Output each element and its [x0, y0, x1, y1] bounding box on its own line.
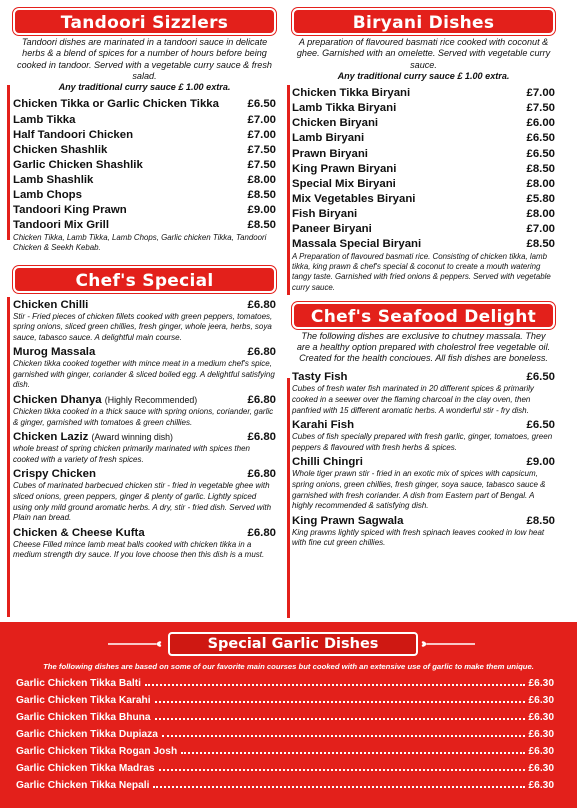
- list-item: Chicken Shashlik £7.50: [13, 143, 276, 156]
- list-item: Special Mix Biryani £8.00: [292, 177, 555, 190]
- tandoori-intro-text: Tandoori dishes are marinated in a tandoori sauce in delicate herbs & a blend of spices for a number of hours before being cooked in tandoor. Served with a vegetable curry sauce & fresh salad.: [17, 37, 272, 81]
- garlic-item: Garlic Chicken Tikka Madras £6.30: [16, 763, 554, 774]
- list-item: Lamb Biryani £6.50: [292, 132, 555, 145]
- list-item: King Prawn Biryani £8.50: [292, 162, 555, 175]
- list-item: Karahi Fish £6.50 Cubes of fish specially prepared with fresh garlic, ginger, tomatoes, green peppers & flavoured with fresh herbs & spices.: [292, 419, 555, 452]
- garlic-item: Garlic Chicken Tikka Karahi £6.30: [16, 695, 554, 706]
- tandoori-title: Tandoori Sizzlers: [13, 8, 276, 35]
- list-item: Half Tandoori Chicken £7.00: [13, 128, 276, 141]
- garlic-section: [0, 622, 577, 808]
- list-item: Mix Vegetables Biryani £5.80: [292, 192, 555, 205]
- seafood-intro: The following dishes are exclusive to chutney massala. They are a healthy option prepared with cholestrol free vegetable oil. Created for the health concioues. All fish dishes are boneless.: [296, 330, 551, 364]
- tandoori-extra: Any traditional curry sauce £ 1.00 extra.: [58, 82, 231, 93]
- garlic-intro: The following dishes are based on some of our favorite main courses but cooked with an extensive use of garlic to make them unique.: [43, 662, 534, 671]
- list-item: Chilli Chingri £9.00 Whole tiger prawn stir - fried in an exotic mix of spices with capsicum, spring onions, green chillies, fresh ginger, soya sauce, tabasco sauce & garnished with fresh coriander. A dish from Eastern part of Bengal. A highly recommended & satisfying dish.: [292, 456, 555, 511]
- list-item: Murog Massala £6.80 Chicken tikka cooked together with mince meat in a medium chef's spice, garnished with ginger, coriander & sliced boiled egg. A delightful satisfying dish.: [13, 346, 276, 390]
- left-column: [13, 8, 276, 563]
- list-item: Tandoori King Prawn £9.00: [13, 204, 276, 217]
- biryani-extra: Any traditional curry sauce £ 1.00 extra.: [337, 70, 510, 81]
- list-item: Lamb Chops £8.50: [13, 189, 276, 202]
- left-accent-line: [7, 85, 10, 240]
- list-item: Prawn Biryani £6.50: [292, 147, 555, 160]
- list-item: Chicken Laziz (Award winning dish) £6.80 whole breast of spring chicken primarily marinated with spices then cooked with a variety of fresh spices.: [13, 431, 276, 464]
- tandoori-intro: [13, 37, 276, 93]
- biryani-special-note: A Preparation of flavoured basmati rice. Consisting of chicken tikka, lamb tikka, king prawn & chef's special & coconut to create a mouth watering tangy taste. Garnished with fried onions & peppers. Served with vegetable curry sauce.: [292, 252, 551, 292]
- list-item: Paneer Biryani £7.00: [292, 223, 555, 236]
- garlic-item: Garlic Chicken Tikka Dupiaza £6.30: [16, 729, 554, 740]
- garlic-title: Special Garlic Dishes: [168, 632, 418, 656]
- garlic-item: Garlic Chicken Tikka Balti £6.30: [16, 678, 554, 689]
- chefs-special-title: Chef's Special: [13, 266, 276, 293]
- list-item: Chicken Tikka or Garlic Chicken Tikka £6.50: [13, 98, 276, 111]
- biryani-intro: [292, 37, 555, 82]
- list-item: Lamb Tikka Biryani £7.50: [292, 102, 555, 115]
- list-item: Chicken Dhanya (Highly Recommended) £6.80 Chicken tikka cooked in a thick sauce with spring onions, coriander, garlic & ginger, garnished with tomatoes & green chillies.: [13, 394, 276, 427]
- right-accent-line-lower: [287, 378, 290, 618]
- tandoori-mix-note: Chicken Tikka, Lamb Tikka, Lamb Chops, Garlic chicken Tikka, Tandoori Chicken & Seekh Kebab.: [13, 233, 267, 253]
- list-item: Crispy Chicken £6.80 Cubes of marinated barbecued chicken stir - fried in vegetable ghee with sliced onions, green peppers, ginger & plenty of garlic. Lightly spiced using only mild ground aromatic herbs. A dry, stir - fried dish. Served with Plain nan bread.: [13, 468, 276, 523]
- right-column: [292, 8, 555, 551]
- list-item: Chicken Tikka Biryani £7.00: [292, 87, 555, 100]
- list-item: Chicken & Cheese Kufta £6.80 Cheese Filled mince lamb meat balls cooked with chicken tikka in a medium strength dry sauce. If you love choose then this dish is a must.: [13, 526, 276, 560]
- list-item: Massala Special Biryani £8.50: [292, 238, 555, 251]
- list-item: Chicken Biryani £6.00: [292, 117, 555, 130]
- list-item: Garlic Chicken Shashlik £7.50: [13, 158, 276, 171]
- chefs-special-list: [13, 298, 276, 562]
- garlic-item: Garlic Chicken Tikka Rogan Josh £6.30: [16, 746, 554, 757]
- left-accent-line-lower: [7, 297, 10, 617]
- garlic-item: Garlic Chicken Tikka Nepali £6.30: [16, 780, 554, 791]
- biryani-title: Biryani Dishes: [292, 8, 555, 35]
- left-ornament-icon: [108, 638, 163, 650]
- list-item: Lamb Tikka £7.00: [13, 113, 276, 126]
- list-item: Tasty Fish £6.50 Cubes of fresh water fish marinated in 20 different spices & primarily cooked in a seewer over the flaming charcoal in the clay oven, then panfried with 15 different aromatic herbs. A wonderful stir - fry dish.: [292, 371, 555, 415]
- seafood-list: [292, 370, 555, 549]
- seafood-title: Chef's Seafood Delight: [292, 302, 555, 329]
- list-item: Lamb Shashlik £8.00: [13, 173, 276, 186]
- garlic-item: Garlic Chicken Tikka Bhuna £6.30: [16, 712, 554, 723]
- list-item: King Prawn Sagwala £8.50 King prawns lightly spiced with fresh spinach leaves cooked in low heat with fine cut green chillies.: [292, 514, 555, 548]
- list-item: Chicken Chilli £6.80 Stir - Fried pieces of chicken fillets cooked with green peppers, tomatoes, spring onions, sliced green chillies, fresh ginger, whole jeera, herbs, soya sauce, tabasco sauce. A delightful main course.: [13, 298, 276, 342]
- list-item: Tandoori Mix Grill £8.50: [13, 219, 276, 232]
- right-ornament-icon: [420, 638, 475, 650]
- list-item: Fish Biryani £8.00: [292, 207, 555, 220]
- right-accent-line: [287, 85, 290, 295]
- biryani-list: [292, 86, 555, 252]
- tandoori-list: [13, 97, 276, 233]
- biryani-intro-text: A preparation of flavoured basmati rice cooked with coconut & ghee. Garnished with an omelette. Served with vegetable curry sauce.: [296, 37, 551, 70]
